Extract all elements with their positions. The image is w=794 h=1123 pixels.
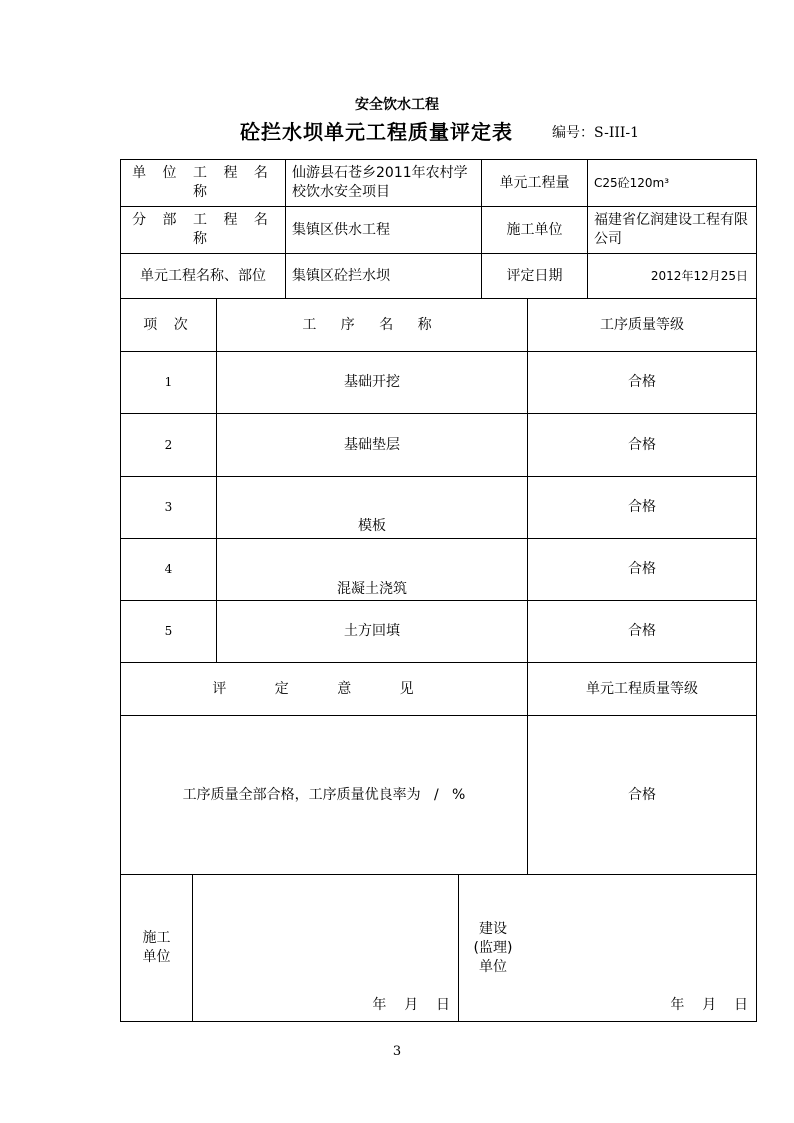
col-header-process: 工 序 名 称 [302, 316, 442, 333]
row-no: 5 [164, 624, 173, 638]
unit-grade-label: 单元工程质量等级 [586, 680, 698, 697]
row-process-name: 基础开挖 [344, 374, 400, 390]
row-process-name: 基础垫层 [344, 436, 400, 453]
row-no: 3 [164, 500, 173, 514]
supervision-sign-date: 年 月 日 [670, 997, 748, 1013]
unit-project-label: 单 位 工 程 名 称 [132, 165, 274, 200]
sub-project-value: 集镇区供水工程 [292, 221, 390, 238]
quantity-value: C25砼120m³ [594, 175, 670, 190]
construction-label-line1: 施工 [142, 930, 171, 946]
row-grade: 合格 [628, 623, 656, 639]
construction-label-line2: 单位 [142, 949, 171, 965]
construction-unit-label [121, 875, 192, 1021]
col-header-grade: 工序质量等级 [600, 316, 684, 333]
row-no: 1 [164, 375, 173, 389]
row-process-name: 模板 [358, 518, 386, 534]
row-grade: 合格 [628, 374, 656, 390]
opinion-text: 工序质量全部合格，工序质量优良率为 / % [182, 786, 466, 803]
row-grade: 合格 [628, 436, 656, 453]
element-label: 单元工程名称、部位 [140, 267, 266, 284]
date-value: 2012年12月25日 [650, 268, 748, 283]
row-grade: 合格 [628, 499, 656, 515]
row-no: 4 [164, 562, 173, 576]
opinion-label: 评 定 意 见 [212, 680, 436, 697]
sub-project-label: 分 部 工 程 名 称 [132, 212, 274, 247]
supervision-label-line3: 单位 [479, 958, 507, 975]
row-no: 2 [164, 437, 173, 452]
quantity-label: 单元工程量 [499, 174, 570, 191]
supervision-label-line1: 建设 [479, 920, 507, 937]
contractor-label: 施工单位 [506, 221, 563, 238]
col-header-no: 项 次 [143, 316, 194, 333]
unit-grade-value: 合格 [628, 786, 656, 803]
row-process-name: 混凝土浇筑 [337, 581, 407, 597]
form-title: 砼拦水坝单元工程质量评定表 [240, 120, 513, 144]
element-value: 集镇区砼拦水坝 [292, 267, 390, 284]
supervision-label-line2: (监理) [473, 939, 513, 956]
date-label: 评定日期 [506, 267, 563, 284]
row-process-name: 土方回填 [344, 623, 400, 639]
page-number: 3 [392, 1044, 402, 1059]
row-grade: 合格 [628, 561, 656, 577]
supervision-unit-label [459, 875, 527, 1021]
project-name: 安全饮水工程 [355, 97, 439, 113]
unit-project-value: 仙游县石苍乡2011年农村学校饮水安全项目 [292, 165, 468, 200]
contractor-value: 福建省亿润建设工程有限公司 [594, 212, 748, 247]
form-code: 编号：S-III-1 [552, 125, 640, 141]
construction-sign-date: 年 月 日 [372, 997, 450, 1013]
